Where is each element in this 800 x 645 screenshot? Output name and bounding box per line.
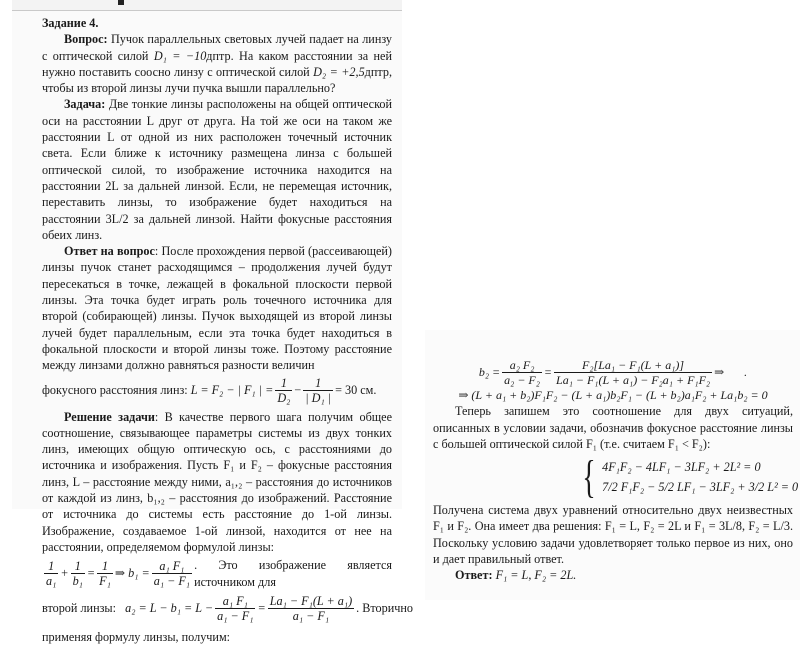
answer-question-paragraph: Ответ на вопрос: После прохождения первой (рассеивающей) линзы пучок станет расходящимся – продолжения лучей будут пересекаться в точке, лежащей в фокальной плоскости первой линзы. Эта точка будет играть роль точечного источника для второй (собирающей) линзы. Пучок выходящей из второй линзы лучей будет параллельным, если эта точка будет находиться в фокальной плоскости и второй линзы тоже. Поэтому расстояние между линзами должно равняться разности величин (42, 244, 392, 373)
solution-label: Решение задачи (64, 409, 155, 424)
a2-formula: второй линзы: a₂ = L − b₁ = L − $\frac{\text{a₁ F₁}}{\text{a₁ − F₁}}$ = $\frac{\text{La₁ − F₁(L + a₁)}}{\text{a₁ − F₁}}$ . Вторично (42, 593, 413, 623)
header-bullet-icon (118, 0, 124, 5)
brace-icon: { (582, 451, 596, 503)
solutions-paragraph: Получена система двух уравнений относительно двух неизвестных F₁ и F₂. Она имеет два решения: F₁ = L, F₂ = 2L и F₁ = 3L/8, F₂ = L/3. Поскольку условию задачи удовлетворяет только первое из них, оно и дает правильный ответ. (433, 503, 793, 567)
solution-paragraph: Решение задачи: В качестве первого шага получим общее соотношение, связывающее параметры системы из двух тонких линз, имеющих общую оптическую ось, с расстояниями до источника и изображения. Пусть F₁ и F₂ – фокусные расстояния линз, L – расстояние между ними, a₁,₂ – расстояния до источников от каждой из линз, b₁,₂ – расстояния до изображений. Расстояние от источника до системы есть расстояние до 1-ой линзы. Изображение, создаваемое 1-ой линзой, находится от нее на расстоянии, определяемом формулой линзы: (42, 409, 392, 554)
question-paragraph: Вопрос: Пучок параллельных световых лучей падает на линзу с оптической силой D₁ = −10дптр. На каком расстоянии за ней нужно поставить соосно линзу с оптической силой D₂ = +2,5дптр, чтобы из второй линзы лучи пучка вышли параллельно? (42, 32, 393, 96)
fraction: $\frac{1}{\text{| D₁ |}}$ (305, 375, 332, 405)
d2-value: D₂ = +2,5 (313, 64, 365, 79)
cut-off-header (12, 0, 402, 11)
final-answer: Ответ: F₁ = L, F₂ = 2L. (455, 568, 577, 583)
general-relation: ⇒ (L + a₁ + b₂)F₁F₂ − (L + a₁)b₂F₁ − (L + b₂)a₁F₂ + La₁b₂ = 0 (458, 388, 768, 402)
task-title: Задание 4. (42, 16, 99, 30)
d1-value: D₁ = −10 (153, 48, 207, 63)
solution-continuation: применяя формулу линзы, получим: (42, 629, 231, 644)
problem-paragraph: Задача: Две тонкие линзы расположены на общей оптической оси на расстоянии L друг от друга. На той же оси на таком же расстоянии L от одной из них расположен точечный источник света. Если ближе к источнику размещена линза с большей оптической силой, то изображение источника находится на расстоянии 2L за дальней линзой. Если, не перемещая источник, переставить линзы, то изображение будет находиться на расстоянии 3L/2 за дальней линзой. Найти фокусные расстояния обеих линз. (42, 97, 392, 242)
question-label: Вопрос: (64, 32, 108, 47)
equation-system: { 4F₁F₂ − 4LF₁ − 3LF₂ + 2L² = 0 7/2 F₁F₂ − 5/2 LF₁ − 3LF₂ + 3/2 L² = 0 (582, 451, 799, 503)
answer-question-label: Ответ на вопрос (64, 244, 155, 259)
setup-paragraph: Теперь запишем это соотношение для двух ситуаций, описанных в условии задачи, обозначив фокусное расстояние линзы с большей оптической силой F₁ (т.е. считаем F₁ < F₂): (433, 404, 793, 451)
lens-formula: $\frac{1}{\text{a₁}}$ + $\frac{1}{\text{b₁}}$ = $\frac{1}{\text{F₁}}$ ⇒ b₁ = $\frac{\text{a₁ F₁}}{\text{a₁ − F₁}}$ . Это изображение является источником для (46, 558, 392, 589)
problem-label: Задача: (64, 97, 106, 112)
fraction: $\frac{1}{\text{D₂}}$ (277, 375, 291, 405)
focal-difference-formula: фокусного расстояния линз: L = F₂ − | F₁ | = $\frac{1}{\text{D₂}}$ − $\frac{1}{\text{| D₁ |}}$ = 30 см. (42, 375, 377, 405)
page-right (425, 330, 800, 600)
b2-formula: b₂ = $\frac{\text{a₂ F₂}}{\text{a₂ − F₂}}$ = $\frac{\text{F₂[La₁ − F₁(L + a₁)]}}{\text{La₁ − F₁(L + a₁) − F₂a₁ + F₁F₂}}$ ⇒ . (478, 358, 748, 387)
page-left (12, 11, 413, 644)
